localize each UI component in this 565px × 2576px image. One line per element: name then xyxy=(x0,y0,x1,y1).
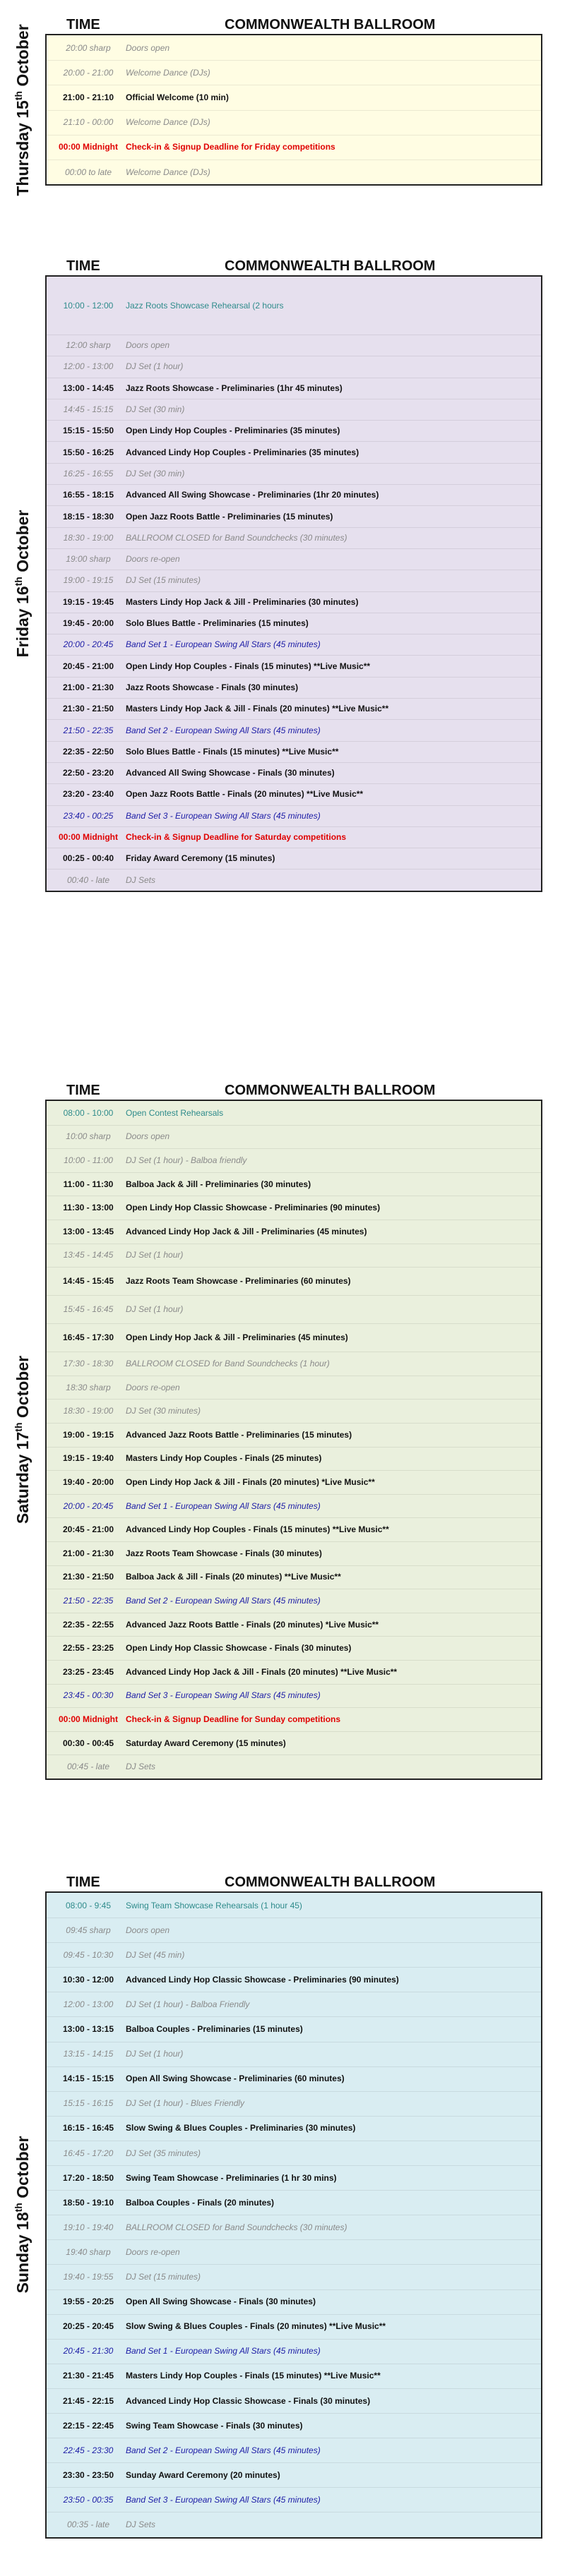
time-cell: 19:00 - 19:15 xyxy=(63,575,114,586)
event-cell: Open All Swing Showcase - Preliminaries (60 minutes) xyxy=(126,2074,345,2084)
time-cell: 00:00 to late xyxy=(64,167,112,177)
event-cell: DJ Set (30 min) xyxy=(126,468,185,479)
event-cell: Advanced All Swing Showcase - Finals (30 minutes) xyxy=(126,768,335,778)
event-cell: Band Set 1 - European Swing All Stars (45 minutes) xyxy=(126,1500,321,1511)
schedule-row xyxy=(47,1423,541,1448)
time-cell: 21:30 - 21:45 xyxy=(62,2371,114,2381)
event-cell: Advanced Lindy Hop Couples - Preliminaries (35 minutes) xyxy=(126,447,359,457)
schedule-row xyxy=(47,2091,541,2117)
time-cell: 00:00 Midnight xyxy=(58,1714,118,1724)
time-cell: 21:30 - 21:50 xyxy=(62,704,114,714)
schedule-row xyxy=(47,613,541,634)
schedule-row xyxy=(47,85,541,110)
schedule-row xyxy=(47,848,541,869)
event-cell: DJ Set (30 minutes) xyxy=(126,1406,201,1416)
schedule-row xyxy=(47,2190,541,2215)
time-cell: 00:30 - 00:45 xyxy=(62,1738,114,1748)
time-cell: 18:30 sharp xyxy=(66,1382,111,1392)
schedule-row xyxy=(47,1992,541,2017)
event-cell: Open Lindy Hop Classic Showcase - Preliminaries (90 minutes) xyxy=(126,1203,381,1213)
time-cell: 20:00 - 21:00 xyxy=(63,67,114,78)
event-cell: DJ Set (1 hour) xyxy=(126,2049,184,2059)
schedule-row xyxy=(47,1517,541,1542)
schedule-box xyxy=(45,34,542,186)
event-cell: Open Contest Rehearsals xyxy=(126,1107,224,1118)
event-cell: DJ Sets xyxy=(126,1762,156,1772)
event-cell: Advanced Jazz Roots Battle - Preliminaries (15 minutes) xyxy=(126,1429,352,1440)
schedule-row xyxy=(47,634,541,656)
schedule-row xyxy=(47,1470,541,1495)
time-cell: 22:50 - 23:20 xyxy=(62,768,114,778)
event-cell: DJ Set (1 hour) - Balboa friendly xyxy=(126,1155,247,1165)
event-cell: Balboa Couples - Finals (20 minutes) xyxy=(126,2197,275,2208)
event-cell: Doors re-open xyxy=(126,2246,180,2257)
schedule-row xyxy=(47,35,541,61)
time-cell: 18:15 - 18:30 xyxy=(62,511,114,522)
time-cell: 20:00 - 20:45 xyxy=(63,639,114,650)
event-cell: Welcome Dance (DJs) xyxy=(126,117,210,128)
time-cell: 19:40 - 20:00 xyxy=(62,1476,114,1487)
schedule-row xyxy=(47,762,541,784)
time-cell: 19:00 - 19:15 xyxy=(62,1429,114,1440)
time-cell: 11:00 - 11:30 xyxy=(63,1179,114,1189)
schedule-row xyxy=(47,1755,541,1778)
schedule-row xyxy=(47,335,541,356)
schedule-row xyxy=(47,60,541,85)
schedule-row xyxy=(47,2413,541,2438)
event-cell: Check-in & Signup Deadline for Friday competitions xyxy=(126,142,335,152)
event-cell: Balboa Jack & Jill - Finals (20 minutes) **Live Music** xyxy=(126,1572,341,1582)
event-cell: Masters Lindy Hop Couples - Finals (15 minutes) **Live Music** xyxy=(126,2371,381,2381)
day-label xyxy=(3,1891,42,2539)
day-label-text: Saturday 17th October xyxy=(13,1355,32,1524)
event-cell: DJ Set (15 minutes) xyxy=(126,575,201,586)
event-cell: Open Jazz Roots Battle - Preliminaries (15 minutes) xyxy=(126,511,333,522)
time-cell: 23:40 - 00:25 xyxy=(63,810,114,821)
time-cell: 20:45 - 21:00 xyxy=(62,1524,114,1535)
schedule-row xyxy=(47,1220,541,1244)
time-cell: 15:45 - 16:45 xyxy=(63,1304,114,1315)
event-cell: Doors open xyxy=(126,42,170,53)
event-cell: Masters Lindy Hop Couples - Finals (25 minutes) xyxy=(126,1453,322,1464)
event-cell: Solo Blues Battle - Finals (15 minutes) **Live Music** xyxy=(126,746,339,757)
schedule-row xyxy=(47,869,541,891)
time-cell: 11:30 - 13:00 xyxy=(63,1203,114,1213)
event-cell: Swing Team Showcase Rehearsals (1 hour 45) xyxy=(126,1900,302,1910)
schedule-row xyxy=(47,135,541,160)
time-cell: 23:25 - 23:45 xyxy=(62,1666,114,1677)
day-label xyxy=(3,23,42,196)
schedule-row xyxy=(47,1101,541,1126)
schedule-row xyxy=(47,2017,541,2042)
event-cell: Check-in & Signup Deadline for Sunday competitions xyxy=(126,1714,341,1724)
time-cell: 00:35 - late xyxy=(66,2520,110,2530)
event-cell: Advanced Lindy Hop Classic Showcase - Preliminaries (90 minutes) xyxy=(126,1974,399,1985)
time-cell: 21:50 - 22:35 xyxy=(63,1595,114,1606)
event-cell: DJ Set (45 min) xyxy=(126,1949,185,1960)
time-cell: 08:00 - 9:45 xyxy=(65,1900,112,1910)
schedule-row xyxy=(47,399,541,421)
event-cell: Slow Swing & Blues Couples - Finals (20 minutes) **Live Music** xyxy=(126,2321,386,2332)
time-cell: 00:25 - 00:40 xyxy=(62,853,114,864)
schedule-row xyxy=(47,2165,541,2191)
schedule-row xyxy=(47,2388,541,2414)
schedule-row xyxy=(47,1172,541,1197)
schedule-row xyxy=(47,2314,541,2340)
schedule-row xyxy=(47,2487,541,2512)
schedule-row xyxy=(47,1295,541,1324)
schedule-row xyxy=(47,1494,541,1519)
time-cell: 20:00 sharp xyxy=(66,42,111,53)
time-cell: 21:00 - 21:30 xyxy=(62,682,114,692)
day-label-text: Friday 16th October xyxy=(13,510,32,658)
time-cell: 19:45 - 20:00 xyxy=(62,618,114,629)
schedule-row xyxy=(47,463,541,485)
time-cell: 15:50 - 16:25 xyxy=(62,447,114,457)
time-cell: 00:00 Midnight xyxy=(58,832,118,843)
time-cell: 12:00 sharp xyxy=(66,340,111,351)
time-column-header: TIME xyxy=(66,1874,100,1890)
event-cell: Official Welcome (10 min) xyxy=(126,92,229,102)
schedule-row xyxy=(47,1244,541,1268)
schedule-row xyxy=(47,160,541,184)
time-cell: 13:00 - 13:45 xyxy=(62,1226,114,1236)
event-cell: Jazz Roots Team Showcase - Finals (30 minutes) xyxy=(126,1548,322,1558)
time-cell: 20:45 - 21:00 xyxy=(62,661,114,671)
time-cell: 15:15 - 15:50 xyxy=(62,426,114,436)
room-column-header: COMMONWEALTH BALLROOM xyxy=(225,1874,436,1890)
time-cell: 19:40 sharp xyxy=(66,2246,111,2257)
event-cell: Solo Blues Battle - Preliminaries (15 minutes) xyxy=(126,618,309,629)
time-cell: 09:45 - 10:30 xyxy=(63,1949,114,1960)
time-cell: 10:00 - 12:00 xyxy=(63,301,114,311)
event-cell: Saturday Award Ceremony (15 minutes) xyxy=(126,1738,286,1748)
time-cell: 15:15 - 16:15 xyxy=(63,2098,114,2109)
time-cell: 00:00 Midnight xyxy=(58,142,118,152)
event-cell: DJ Set (15 minutes) xyxy=(126,2272,201,2282)
schedule-row xyxy=(47,1636,541,1661)
schedule-row xyxy=(47,527,541,549)
event-cell: Welcome Dance (DJs) xyxy=(126,167,210,177)
schedule-row xyxy=(47,1399,541,1424)
time-cell: 22:55 - 23:25 xyxy=(62,1643,114,1654)
event-cell: BALLROOM CLOSED for Band Soundchecks (30 minutes) xyxy=(126,2222,347,2232)
schedule-row xyxy=(47,1376,541,1400)
event-cell: Open Jazz Roots Battle - Finals (20 minutes) **Live Music** xyxy=(126,789,364,800)
schedule-row xyxy=(47,677,541,699)
time-cell: 23:30 - 23:50 xyxy=(62,2469,114,2480)
event-cell: Masters Lindy Hop Jack & Jill - Preliminaries (30 minutes) xyxy=(126,596,359,607)
schedule-row xyxy=(47,1731,541,1756)
schedule-row xyxy=(47,1148,541,1173)
time-cell: 20:00 - 20:45 xyxy=(63,1500,114,1511)
day-label xyxy=(3,1100,42,1780)
schedule-row xyxy=(47,505,541,527)
schedule-row xyxy=(47,1707,541,1732)
event-cell: Swing Team Showcase - Finals (30 minutes) xyxy=(126,2420,303,2431)
time-cell: 22:15 - 22:45 xyxy=(62,2420,114,2431)
time-cell: 22:45 - 23:30 xyxy=(63,2445,114,2455)
time-cell: 19:00 sharp xyxy=(66,554,111,565)
event-cell: Open Lindy Hop Jack & Jill - Finals (20 minutes) *Live Music** xyxy=(126,1476,375,1487)
schedule-row xyxy=(47,1684,541,1709)
time-cell: 00:45 - late xyxy=(66,1762,110,1772)
event-cell: Sunday Award Ceremony (20 minutes) xyxy=(126,2469,280,2480)
event-cell: Band Set 2 - European Swing All Stars (45 minutes) xyxy=(126,1595,321,1606)
time-cell: 16:55 - 18:15 xyxy=(62,490,114,500)
time-cell: 23:20 - 23:40 xyxy=(62,789,114,800)
event-cell: DJ Sets xyxy=(126,2520,156,2530)
schedule-row xyxy=(47,2438,541,2463)
time-cell: 13:00 - 14:45 xyxy=(62,383,114,393)
schedule-row xyxy=(47,2265,541,2290)
event-cell: Band Set 1 - European Swing All Stars (45 minutes) xyxy=(126,2346,321,2357)
event-cell: Doors open xyxy=(126,1925,170,1935)
event-cell: Open Lindy Hop Couples - Preliminaries (35 minutes) xyxy=(126,426,340,436)
event-cell: Masters Lindy Hop Jack & Jill - Finals (20 minutes) **Live Music** xyxy=(126,704,389,714)
time-cell: 22:35 - 22:55 xyxy=(62,1619,114,1630)
time-cell: 19:15 - 19:45 xyxy=(62,596,114,607)
time-cell: 14:45 - 15:45 xyxy=(62,1276,114,1287)
event-cell: Advanced Lindy Hop Couples - Finals (15 minutes) **Live Music** xyxy=(126,1524,389,1535)
schedule-row xyxy=(47,1267,541,1296)
schedule-row xyxy=(47,1942,541,1968)
event-cell: Band Set 2 - European Swing All Stars (45 minutes) xyxy=(126,725,321,735)
event-cell: Slow Swing & Blues Couples - Preliminaries (30 minutes) xyxy=(126,2123,356,2133)
event-cell: Open All Swing Showcase - Finals (30 minutes) xyxy=(126,2297,316,2307)
event-cell: Advanced Jazz Roots Battle - Finals (20 minutes) *Live Music** xyxy=(126,1619,379,1630)
schedule-row xyxy=(47,1447,541,1471)
event-cell: DJ Sets xyxy=(126,874,156,885)
time-cell: 10:30 - 12:00 xyxy=(62,1974,114,1985)
schedule-row xyxy=(47,1613,541,1637)
time-cell: 17:30 - 18:30 xyxy=(63,1358,114,1368)
schedule-row xyxy=(47,356,541,378)
time-cell: 21:00 - 21:30 xyxy=(62,1548,114,1558)
time-cell: 21:45 - 22:15 xyxy=(62,2395,114,2406)
time-cell: 16:45 - 17:20 xyxy=(63,2148,114,2158)
event-cell: Band Set 1 - European Swing All Stars (45 minutes) xyxy=(126,639,321,650)
day-label-text: Thursday 15th October xyxy=(13,23,32,196)
event-cell: Band Set 3 - European Swing All Stars (45 minutes) xyxy=(126,2494,321,2505)
event-cell: Jazz Roots Showcase Rehearsal (2 hours xyxy=(126,301,284,311)
event-cell: Advanced All Swing Showcase - Preliminaries (1hr 20 minutes) xyxy=(126,490,379,500)
day-label xyxy=(3,275,42,892)
time-cell: 20:25 - 20:45 xyxy=(62,2321,114,2332)
event-cell: Open Lindy Hop Couples - Finals (15 minutes) **Live Music** xyxy=(126,661,371,671)
schedule-row xyxy=(47,2512,541,2537)
schedule-row xyxy=(47,2289,541,2315)
event-cell: Doors re-open xyxy=(126,554,180,565)
time-cell: 21:00 - 21:10 xyxy=(62,92,114,102)
time-cell: 18:30 - 19:00 xyxy=(63,532,114,543)
schedule-row xyxy=(47,2042,541,2067)
time-cell: 19:55 - 20:25 xyxy=(62,2297,114,2307)
schedule-row xyxy=(47,2364,541,2389)
time-cell: 16:25 - 16:55 xyxy=(63,468,114,479)
event-cell: Friday Award Ceremony (15 minutes) xyxy=(126,853,275,864)
event-cell: Swing Team Showcase - Preliminaries (1 hr 30 mins) xyxy=(126,2172,337,2183)
schedule-row xyxy=(47,442,541,464)
time-cell: 16:45 - 17:30 xyxy=(62,1332,114,1343)
event-cell: Doors re-open xyxy=(126,1382,180,1392)
schedule-row xyxy=(47,2141,541,2166)
event-cell: BALLROOM CLOSED for Band Soundchecks (1 hour) xyxy=(126,1358,330,1368)
schedule-row xyxy=(47,1196,541,1220)
event-cell: DJ Set (1 hour) xyxy=(126,1304,184,1315)
time-cell: 22:35 - 22:50 xyxy=(62,746,114,757)
schedule-row xyxy=(47,1541,541,1566)
day-label-text: Sunday 18th October xyxy=(13,2136,32,2294)
time-cell: 13:45 - 14:45 xyxy=(63,1250,114,1260)
event-cell: Open Lindy Hop Classic Showcase - Finals (30 minutes) xyxy=(126,1643,352,1654)
time-cell: 14:45 - 15:15 xyxy=(63,404,114,415)
time-cell: 19:15 - 19:40 xyxy=(62,1453,114,1464)
schedule-row xyxy=(47,1967,541,1992)
schedule-row xyxy=(47,378,541,399)
schedule-row xyxy=(47,484,541,506)
event-cell: DJ Set (1 hour) xyxy=(126,361,184,372)
event-cell: Advanced Lindy Hop Classic Showcase - Finals (30 minutes) xyxy=(126,2395,371,2406)
time-cell: 23:50 - 00:35 xyxy=(63,2494,114,2505)
time-cell: 19:40 - 19:55 xyxy=(63,2272,114,2282)
event-cell: DJ Set (1 hour) xyxy=(126,1250,184,1260)
schedule-row xyxy=(47,1660,541,1685)
event-cell: Jazz Roots Team Showcase - Preliminaries (60 minutes) xyxy=(126,1276,351,1287)
time-column-header: TIME xyxy=(66,258,100,274)
schedule-box xyxy=(45,1100,542,1780)
time-column-header: TIME xyxy=(66,1083,100,1098)
schedule-row xyxy=(47,1565,541,1590)
time-cell: 23:45 - 00:30 xyxy=(63,1690,114,1701)
event-cell: Band Set 3 - European Swing All Stars (45 minutes) xyxy=(126,810,321,821)
schedule-row xyxy=(47,1893,541,1918)
schedule-row xyxy=(47,2116,541,2141)
time-cell: 12:00 - 13:00 xyxy=(63,1999,114,2009)
schedule-row xyxy=(47,2462,541,2488)
time-cell: 18:30 - 19:00 xyxy=(63,1406,114,1416)
schedule-row xyxy=(47,277,541,335)
schedule-box xyxy=(45,275,542,892)
schedule-row xyxy=(47,783,541,805)
time-cell: 13:00 - 13:15 xyxy=(62,2024,114,2035)
time-cell: 10:00 - 11:00 xyxy=(64,1155,113,1165)
schedule-row xyxy=(47,1918,541,1943)
schedule-row xyxy=(47,1589,541,1613)
schedule-row xyxy=(47,826,541,848)
time-cell: 16:15 - 16:45 xyxy=(62,2123,114,2133)
time-cell: 00:40 - late xyxy=(66,874,110,885)
event-cell: Doors open xyxy=(126,340,170,351)
schedule-row xyxy=(47,1352,541,1376)
event-cell: Advanced Lindy Hop Jack & Jill - Preliminaries (45 minutes) xyxy=(126,1226,367,1236)
event-cell: Advanced Lindy Hop Jack & Jill - Finals (20 minutes) **Live Music** xyxy=(126,1666,398,1677)
room-column-header: COMMONWEALTH BALLROOM xyxy=(225,1083,436,1098)
time-cell: 21:10 - 00:00 xyxy=(63,117,114,128)
schedule-row xyxy=(47,805,541,827)
time-cell: 20:45 - 21:30 xyxy=(63,2346,114,2357)
time-cell: 17:20 - 18:50 xyxy=(62,2172,114,2183)
event-cell: Check-in & Signup Deadline for Saturday competitions xyxy=(126,832,347,843)
schedule-row xyxy=(47,698,541,720)
event-cell: DJ Set (1 hour) - Blues Friendly xyxy=(126,2098,245,2109)
time-cell: 21:50 - 22:35 xyxy=(63,725,114,735)
time-cell: 08:00 - 10:00 xyxy=(63,1107,114,1118)
time-cell: 09:45 sharp xyxy=(66,1925,111,1935)
time-cell: 12:00 - 13:00 xyxy=(63,361,114,372)
schedule-row xyxy=(47,1125,541,1150)
event-cell: DJ Set (1 hour) - Balboa Friendly xyxy=(126,1999,250,2009)
schedule-row xyxy=(47,1323,541,1352)
time-cell: 18:50 - 19:10 xyxy=(62,2197,114,2208)
schedule-row xyxy=(47,2215,541,2240)
event-cell: DJ Set (30 min) xyxy=(126,404,185,415)
event-cell: Jazz Roots Showcase - Finals (30 minutes) xyxy=(126,682,299,692)
time-cell: 13:15 - 14:15 xyxy=(63,2049,114,2059)
event-cell: Band Set 3 - European Swing All Stars (45 minutes) xyxy=(126,1690,321,1701)
schedule-row xyxy=(47,591,541,613)
schedule-row xyxy=(47,656,541,678)
time-column-header: TIME xyxy=(66,17,100,32)
event-cell: Band Set 2 - European Swing All Stars (45 minutes) xyxy=(126,2445,321,2455)
schedule-row xyxy=(47,110,541,136)
event-cell: Welcome Dance (DJs) xyxy=(126,67,210,78)
schedule-row xyxy=(47,719,541,741)
schedule-row xyxy=(47,420,541,442)
room-column-header: COMMONWEALTH BALLROOM xyxy=(225,17,436,32)
schedule-row xyxy=(47,570,541,591)
event-cell: Balboa Couples - Preliminaries (15 minutes) xyxy=(126,2024,303,2035)
schedule-box xyxy=(45,1891,542,2539)
time-cell: 19:10 - 19:40 xyxy=(63,2222,114,2232)
event-cell: DJ Set (35 minutes) xyxy=(126,2148,201,2158)
time-cell: 14:15 - 15:15 xyxy=(62,2074,114,2084)
time-cell: 21:30 - 21:50 xyxy=(62,1572,114,1582)
schedule-row xyxy=(47,2339,541,2364)
schedule-row xyxy=(47,741,541,763)
schedule-row xyxy=(47,548,541,570)
event-cell: Balboa Jack & Jill - Preliminaries (30 minutes) xyxy=(126,1179,311,1189)
time-cell: 10:00 sharp xyxy=(66,1131,111,1142)
event-cell: Doors open xyxy=(126,1131,170,1142)
event-cell: BALLROOM CLOSED for Band Soundchecks (30 minutes) xyxy=(126,532,347,543)
room-column-header: COMMONWEALTH BALLROOM xyxy=(225,258,436,274)
event-cell: Open Lindy Hop Jack & Jill - Preliminaries (45 minutes) xyxy=(126,1332,348,1343)
event-cell: Jazz Roots Showcase - Preliminaries (1hr 45 minutes) xyxy=(126,383,343,393)
schedule-row xyxy=(47,2239,541,2265)
schedule-row xyxy=(47,2066,541,2092)
